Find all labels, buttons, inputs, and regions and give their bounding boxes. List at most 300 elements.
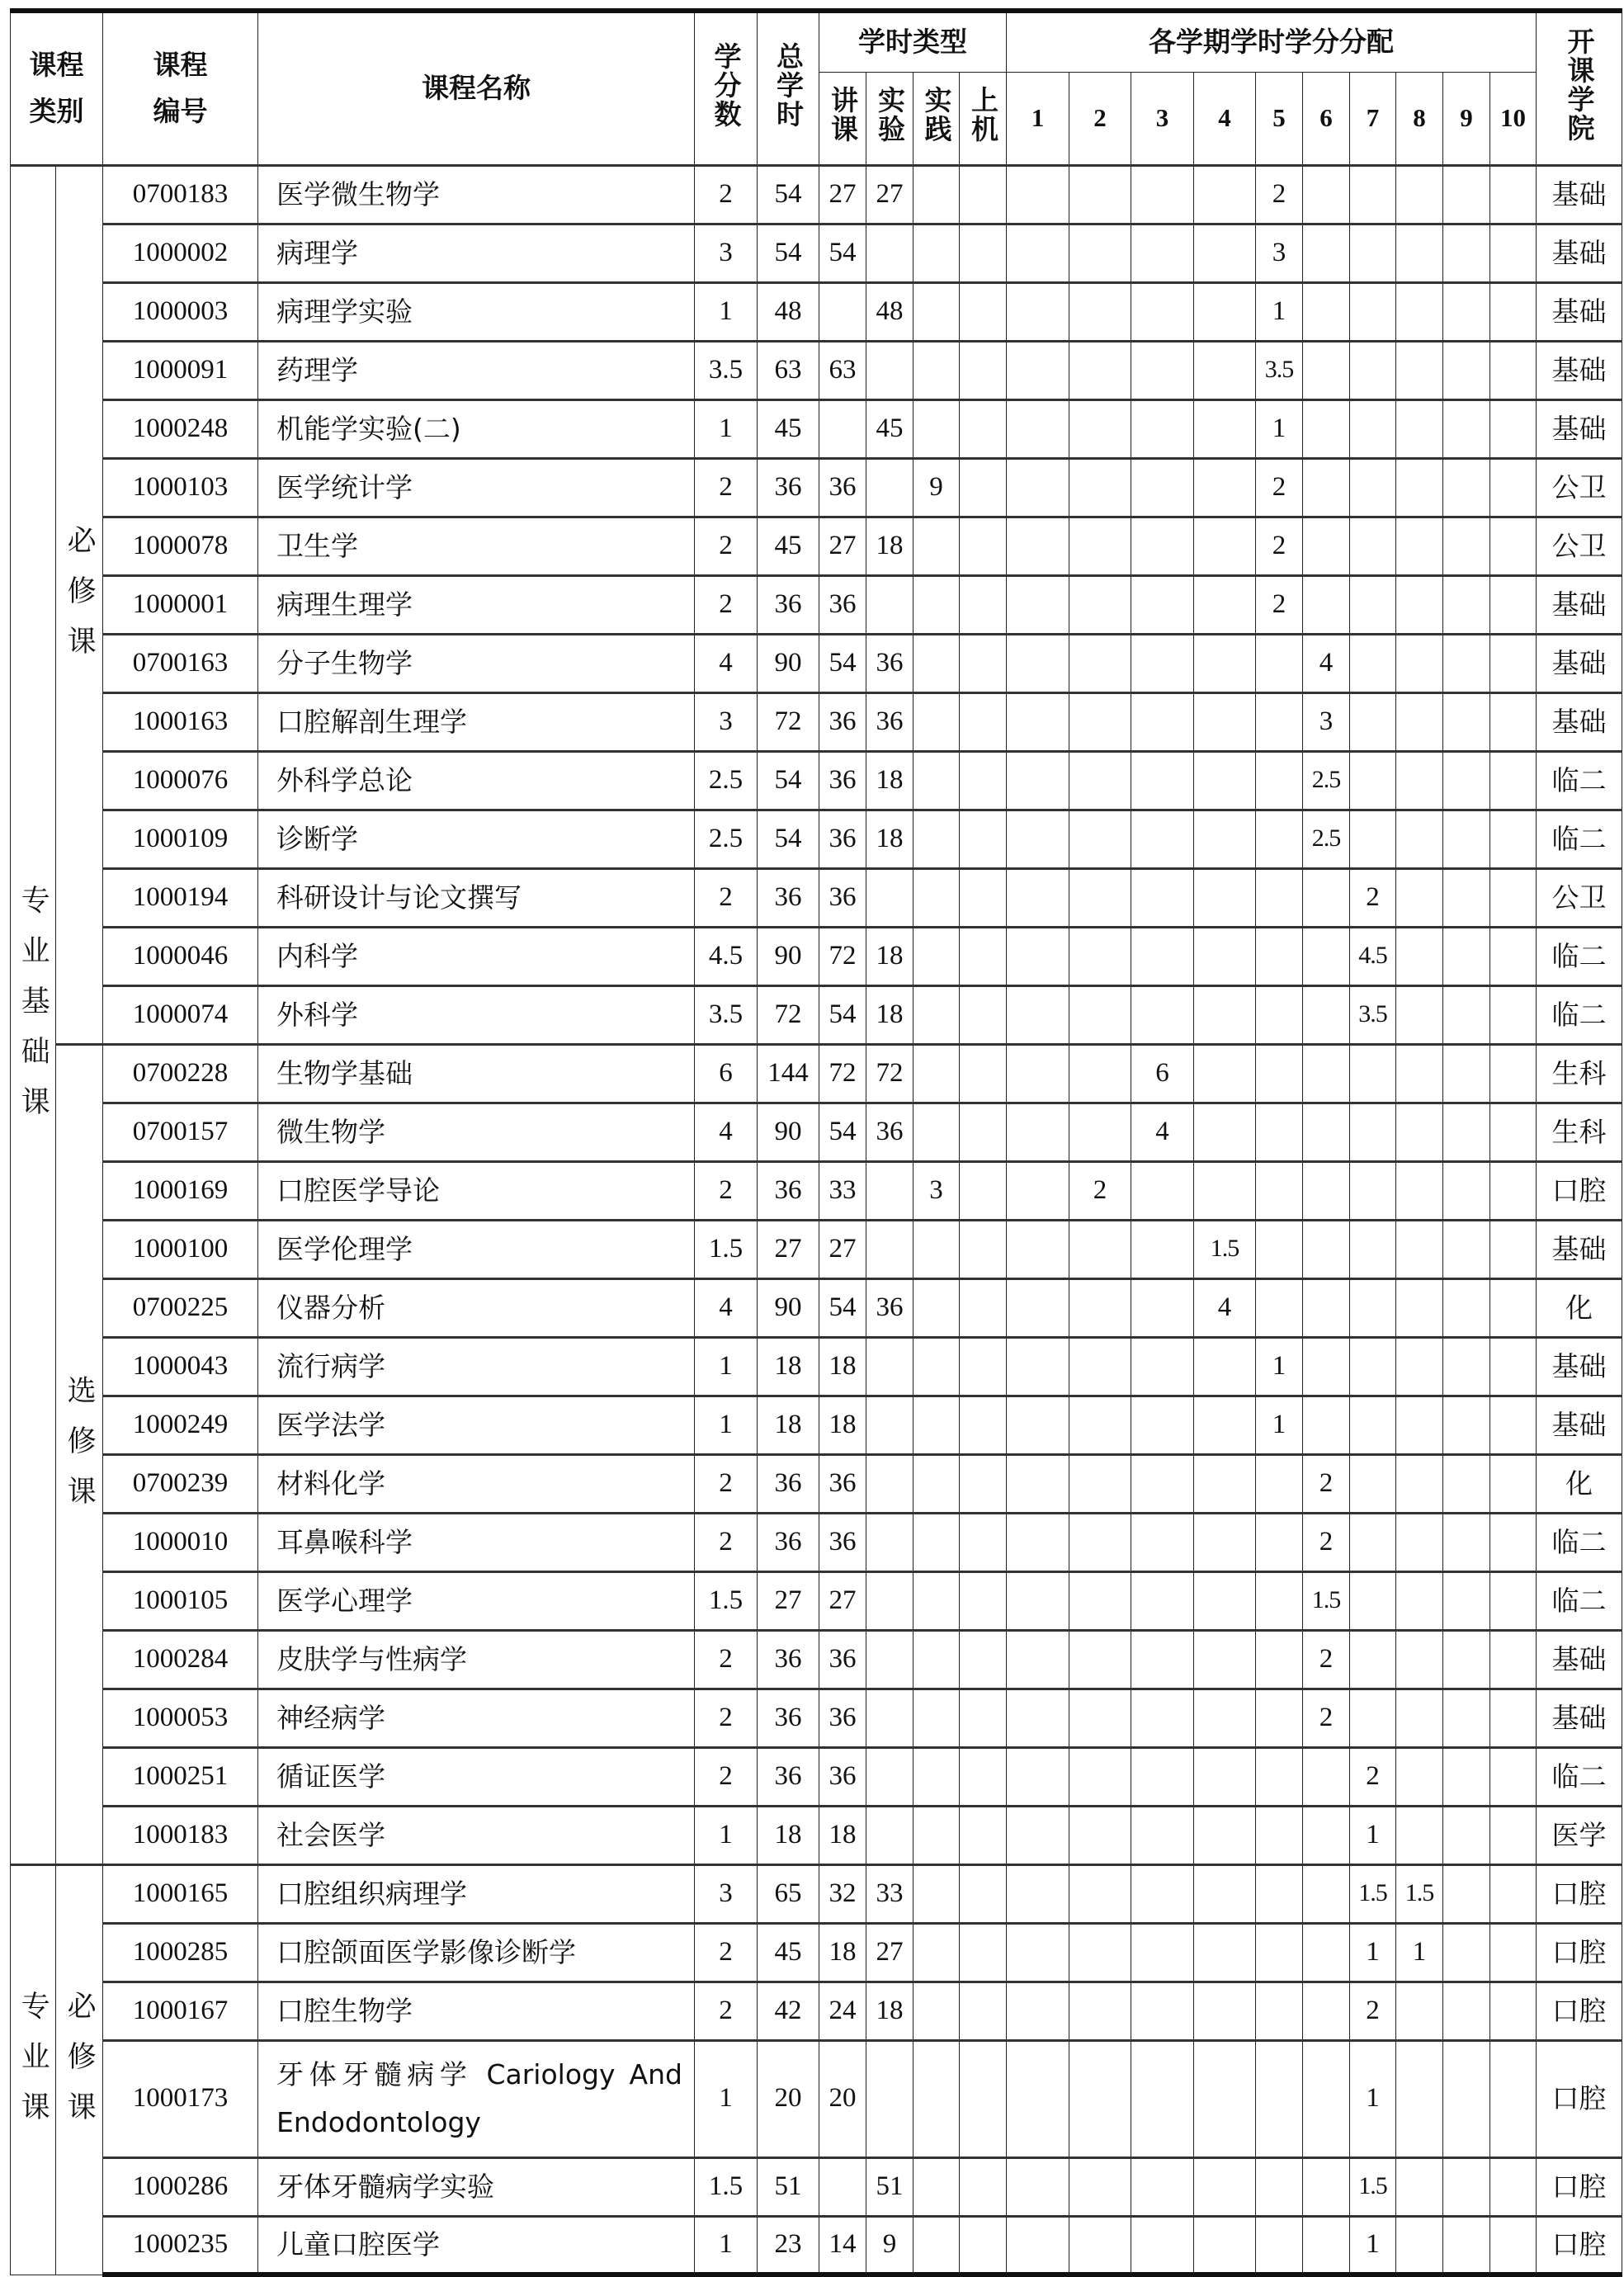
college: 临二 [1537,1747,1622,1806]
lecture-hours [819,399,866,458]
lecture-hours: 20 [819,2040,866,2157]
semester-10-credits [1490,1044,1537,1103]
subcategory-label: 选修课 [64,1374,97,1526]
lecture-hours [819,282,866,341]
table-row [11,2216,1622,2275]
semester-7-credits: 1.5 [1350,2157,1396,2216]
college: 口腔 [1537,2216,1622,2275]
course-code: 1000285 [103,1923,258,1982]
course-name: 牙体牙髓病学 Cariology And Endodontology [258,2040,695,2157]
semester-5-credits [1256,751,1303,810]
course-code: 1000091 [103,341,258,399]
course-code: 1000103 [103,458,258,517]
table-row [11,985,1622,1044]
semester-8-credits [1396,927,1443,985]
header-category-label: 课程类别 [29,49,84,128]
lab-hours: 36 [866,634,914,692]
semester-10-credits [1490,165,1537,224]
credits: 4 [695,1278,758,1337]
lecture-hours: 54 [819,985,866,1044]
semester-5-credits [1256,1513,1303,1571]
computer-hours [960,1747,1007,1806]
practice-hours [914,692,960,751]
semester-1-credits [1007,751,1069,810]
computer-hours [960,2216,1007,2275]
semester-1-credits [1007,2040,1069,2157]
semester-9-credits [1443,1630,1490,1689]
semester-10-credits [1490,1806,1537,1864]
credits: 2 [695,165,758,224]
semester-2-credits [1069,575,1131,634]
category-label: 专业基础课 [17,885,50,1137]
semester-8-credits [1396,985,1443,1044]
semester-1-credits [1007,1337,1069,1396]
table-row [11,810,1622,868]
semester-2-credits [1069,341,1131,399]
lab-hours: 48 [866,282,914,341]
table-row [11,1982,1622,2040]
semester-2-credits [1069,868,1131,927]
lab-hours: 33 [866,1864,914,1923]
computer-hours [960,634,1007,692]
practice-hours [914,224,960,282]
course-name: 循证医学 [258,1747,695,1806]
credits: 2 [695,868,758,927]
lecture-hours: 36 [819,1513,866,1571]
semester-5-credits: 2 [1256,575,1303,634]
practice-hours [914,1454,960,1513]
semester-1-credits [1007,517,1069,575]
practice-hours [914,1689,960,1747]
practice-hours [914,517,960,575]
semester-9-credits [1443,1571,1490,1630]
semester-2-credits [1069,1103,1131,1161]
lab-hours: 36 [866,692,914,751]
table-row [11,2157,1622,2216]
semester-4-credits [1194,224,1256,282]
semester-6-credits [1303,517,1350,575]
college: 基础 [1537,575,1622,634]
semester-3-credits [1131,1689,1194,1747]
semester-6-credits: 2.5 [1303,810,1350,868]
total-hours: 90 [758,634,819,692]
credits: 3 [695,692,758,751]
table-row [11,1513,1622,1571]
semester-9-credits [1443,1689,1490,1747]
lecture-hours: 14 [819,2216,866,2275]
course-code: 1000284 [103,1630,258,1689]
semester-1-credits [1007,165,1069,224]
total-hours: 18 [758,1806,819,1864]
lab-hours [866,1454,914,1513]
semester-7-credits [1350,751,1396,810]
computer-hours [960,1806,1007,1864]
college: 口腔 [1537,2157,1622,2216]
semester-1-credits [1007,1278,1069,1337]
course-code: 1000003 [103,282,258,341]
semester-1-credits [1007,1923,1069,1982]
practice-hours [914,1630,960,1689]
semester-9-credits [1443,868,1490,927]
header-semester-4: 4 [1194,72,1256,165]
semester-2-credits [1069,692,1131,751]
course-code: 1000165 [103,1864,258,1923]
semester-1-credits [1007,224,1069,282]
semester-2-credits [1069,1337,1131,1396]
lab-hours: 9 [866,2216,914,2275]
semester-3-credits: 6 [1131,1044,1194,1103]
computer-hours [960,1454,1007,1513]
lecture-hours: 54 [819,224,866,282]
semester-9-credits [1443,1747,1490,1806]
semester-6-credits [1303,1923,1350,1982]
semester-5-credits [1256,692,1303,751]
semester-10-credits [1490,1630,1537,1689]
computer-hours [960,1337,1007,1396]
credits: 1 [695,1337,758,1396]
credits: 3 [695,1864,758,1923]
practice-hours: 3 [914,1161,960,1220]
semester-7-credits [1350,1454,1396,1513]
lab-hours [866,458,914,517]
semester-7-credits [1350,634,1396,692]
practice-hours [914,1103,960,1161]
semester-1-credits [1007,1689,1069,1747]
total-hours: 36 [758,1689,819,1747]
semester-2-credits [1069,517,1131,575]
semester-6-credits: 2.5 [1303,751,1350,810]
course-name: 口腔颌面医学影像诊断学 [258,1923,695,1982]
semester-8-credits [1396,399,1443,458]
semester-4-credits [1194,1454,1256,1513]
header-hour-type: 学时类型 [819,11,1007,72]
practice-hours [914,985,960,1044]
total-hours: 45 [758,517,819,575]
lecture-hours: 36 [819,458,866,517]
semester-6-credits [1303,399,1350,458]
total-hours: 45 [758,1923,819,1982]
semester-3-credits [1131,2040,1194,2157]
total-hours: 65 [758,1864,819,1923]
semester-3-credits [1131,575,1194,634]
lab-hours: 18 [866,517,914,575]
lab-hours: 36 [866,1278,914,1337]
semester-3-credits [1131,868,1194,927]
practice-hours [914,1337,960,1396]
total-hours: 54 [758,224,819,282]
lab-hours: 27 [866,165,914,224]
header-hour-type-0 [819,72,866,165]
course-name: 诊断学 [258,810,695,868]
semester-6-credits [1303,575,1350,634]
course-code: 1000167 [103,1982,258,2040]
semester-6-credits: 1.5 [1303,1571,1350,1630]
computer-hours [960,868,1007,927]
semester-10-credits [1490,692,1537,751]
header-hour-type-2 [914,72,960,165]
table-row [11,634,1622,692]
semester-2-credits [1069,165,1131,224]
header-semester-6: 6 [1303,72,1350,165]
semester-4-credits [1194,1396,1256,1454]
semester-5-credits [1256,1982,1303,2040]
college: 口腔 [1537,1982,1622,2040]
semester-2-credits [1069,1044,1131,1103]
semester-6-credits [1303,458,1350,517]
semester-3-credits [1131,692,1194,751]
credits: 1.5 [695,1220,758,1278]
course-code: 0700228 [103,1044,258,1103]
course-name: 仪器分析 [258,1278,695,1337]
header-hour-type-label: 实验 [873,86,906,144]
semester-8-credits [1396,2216,1443,2275]
semester-9-credits [1443,224,1490,282]
semester-9-credits [1443,341,1490,399]
practice-hours [914,2216,960,2275]
course-code: 1000194 [103,868,258,927]
semester-4-credits [1194,2040,1256,2157]
semester-4-credits [1194,1864,1256,1923]
semester-7-credits [1350,282,1396,341]
semester-3-credits [1131,634,1194,692]
semester-10-credits [1490,1747,1537,1806]
semester-9-credits [1443,810,1490,868]
lecture-hours: 36 [819,868,866,927]
semester-6-credits [1303,1337,1350,1396]
table-row [11,1806,1622,1864]
total-hours: 36 [758,458,819,517]
lecture-hours: 36 [819,692,866,751]
header-semester-2: 2 [1069,72,1131,165]
semester-3-credits [1131,1454,1194,1513]
semester-4-credits [1194,1747,1256,1806]
semester-3-credits [1131,1923,1194,1982]
semester-7-credits [1350,810,1396,868]
semester-5-credits [1256,1747,1303,1806]
course-code: 1000235 [103,2216,258,2275]
computer-hours [960,165,1007,224]
semester-10-credits [1490,1337,1537,1396]
subcategory-cell [56,1044,103,1864]
lab-hours: 45 [866,399,914,458]
table-row [11,517,1622,575]
table-row [11,458,1622,517]
college: 基础 [1537,165,1622,224]
course-name: 社会医学 [258,1806,695,1864]
semester-3-credits [1131,458,1194,517]
semester-7-credits [1350,1278,1396,1337]
semester-2-credits [1069,1278,1131,1337]
semester-6-credits [1303,1747,1350,1806]
computer-hours [960,1161,1007,1220]
curriculum-table [10,8,1622,2277]
college: 基础 [1537,1630,1622,1689]
table-row [11,341,1622,399]
semester-2-credits [1069,1571,1131,1630]
subcategory-label: 必修课 [64,525,97,677]
semester-8-credits [1396,1513,1443,1571]
semester-7-credits: 2 [1350,868,1396,927]
semester-1-credits [1007,399,1069,458]
semester-4-credits [1194,1161,1256,1220]
semester-1-credits [1007,1220,1069,1278]
semester-4-credits [1194,282,1256,341]
course-code: 1000251 [103,1747,258,1806]
computer-hours [960,282,1007,341]
course-code: 1000002 [103,224,258,282]
semester-10-credits [1490,1571,1537,1630]
semester-5-credits: 3 [1256,224,1303,282]
total-hours: 54 [758,165,819,224]
lab-hours [866,1630,914,1689]
college: 基础 [1537,1396,1622,1454]
practice-hours [914,751,960,810]
semester-7-credits [1350,1337,1396,1396]
college: 基础 [1537,692,1622,751]
course-name: 分子生物学 [258,634,695,692]
semester-3-credits [1131,927,1194,985]
semester-7-credits [1350,692,1396,751]
course-name: 内科学 [258,927,695,985]
semester-4-credits: 4 [1194,1278,1256,1337]
header-name: 课程名称 [258,11,695,165]
semester-7-credits [1350,1161,1396,1220]
computer-hours [960,1044,1007,1103]
semester-9-credits [1443,399,1490,458]
semester-6-credits [1303,1103,1350,1161]
semester-3-credits [1131,1630,1194,1689]
lecture-hours: 27 [819,517,866,575]
credits: 2.5 [695,751,758,810]
table-row [11,1103,1622,1161]
course-name: 医学心理学 [258,1571,695,1630]
college: 基础 [1537,341,1622,399]
semester-6-credits [1303,341,1350,399]
semester-6-credits [1303,224,1350,282]
lecture-hours: 36 [819,751,866,810]
college: 基础 [1537,282,1622,341]
semester-5-credits [1256,634,1303,692]
semester-4-credits [1194,1571,1256,1630]
semester-1-credits [1007,1982,1069,2040]
semester-3-credits [1131,1982,1194,2040]
computer-hours [960,1571,1007,1630]
practice-hours [914,1278,960,1337]
header-credits-label: 学分数 [710,41,743,129]
semester-9-credits [1443,1161,1490,1220]
semester-9-credits [1443,1278,1490,1337]
semester-9-credits [1443,458,1490,517]
course-code: 1000053 [103,1689,258,1747]
semester-5-credits: 1 [1256,399,1303,458]
college: 生科 [1537,1103,1622,1161]
practice-hours [914,1864,960,1923]
semester-1-credits [1007,1864,1069,1923]
semester-4-credits [1194,1103,1256,1161]
semester-10-credits [1490,1864,1537,1923]
semester-2-credits [1069,1513,1131,1571]
college: 临二 [1537,927,1622,985]
computer-hours [960,458,1007,517]
header-semester-1: 1 [1007,72,1069,165]
semester-2-credits [1069,1396,1131,1454]
semester-5-credits [1256,1103,1303,1161]
credits: 3.5 [695,341,758,399]
subcategory-cell [56,165,103,1044]
total-hours: 90 [758,927,819,985]
semester-5-credits: 2 [1256,517,1303,575]
semester-1-credits [1007,282,1069,341]
semester-4-credits [1194,341,1256,399]
computer-hours [960,1630,1007,1689]
college: 口腔 [1537,2040,1622,2157]
semester-9-credits [1443,985,1490,1044]
semester-4-credits [1194,1337,1256,1396]
semester-10-credits [1490,1923,1537,1982]
semester-5-credits [1256,2157,1303,2216]
semester-4-credits [1194,517,1256,575]
semester-8-credits [1396,1161,1443,1220]
lecture-hours: 36 [819,1630,866,1689]
semester-4-credits [1194,1806,1256,1864]
semester-1-credits [1007,2216,1069,2275]
course-name: 微生物学 [258,1103,695,1161]
semester-10-credits [1490,927,1537,985]
header-semester-5: 5 [1256,72,1303,165]
table-row [11,282,1622,341]
semester-10-credits [1490,1982,1537,2040]
semester-3-credits [1131,341,1194,399]
header-hour-type-3 [960,72,1007,165]
semester-4-credits [1194,692,1256,751]
table-row [11,927,1622,985]
lecture-hours: 54 [819,634,866,692]
semester-6-credits [1303,2040,1350,2157]
semester-3-credits [1131,1806,1194,1864]
lab-hours: 36 [866,1103,914,1161]
semester-1-credits [1007,985,1069,1044]
practice-hours [914,1513,960,1571]
table-row [11,399,1622,458]
semester-10-credits [1490,1454,1537,1513]
credits: 2 [695,1630,758,1689]
semester-6-credits [1303,1161,1350,1220]
semester-7-credits: 1.5 [1350,1864,1396,1923]
course-name: 卫生学 [258,517,695,575]
computer-hours [960,927,1007,985]
credits: 3.5 [695,985,758,1044]
semester-6-credits [1303,985,1350,1044]
credits: 1 [695,2216,758,2275]
category-cell [11,165,56,1864]
semester-8-credits [1396,868,1443,927]
header-semester-8: 8 [1396,72,1443,165]
header-hour-type-label: 上机 [966,86,999,144]
lecture-hours [819,2157,866,2216]
course-name: 病理学 [258,224,695,282]
semester-7-credits [1350,1689,1396,1747]
computer-hours [960,751,1007,810]
lab-hours [866,868,914,927]
semester-5-credits [1256,2040,1303,2157]
semester-9-credits [1443,1454,1490,1513]
lab-hours [866,224,914,282]
lab-hours [866,1571,914,1630]
semester-9-credits [1443,1806,1490,1864]
semester-2-credits [1069,751,1131,810]
practice-hours [914,1747,960,1806]
course-name: 病理学实验 [258,282,695,341]
